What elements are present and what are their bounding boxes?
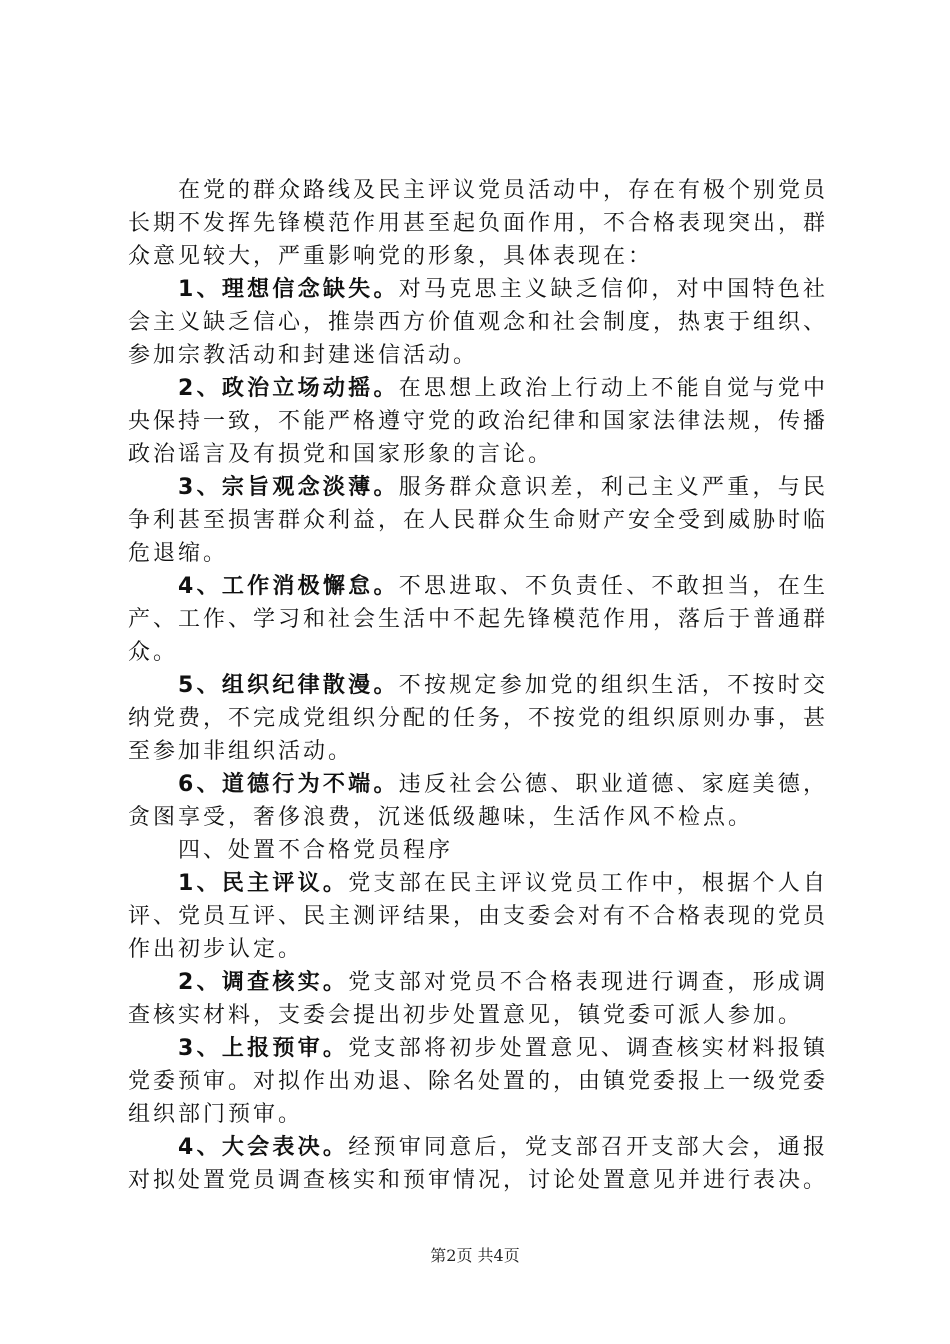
paragraph-text: 违反社会公德、职业道德、家庭美德，贪图享受，奢侈浪费，沉迷低级趣味，生活作风不检点。 — [128, 772, 828, 830]
item-heading: 6、道德行为不端。 — [178, 772, 399, 797]
section-heading-text: 四、处置不合格党员程序 — [178, 838, 454, 863]
item-purpose-paragraph — [128, 471, 828, 570]
paragraph-text: 对马克思主义缺乏信仰，对中国特色社会主义缺乏信心，推崇西方价值观念和社会制度，热衷于组织、参加宗教活动和封建迷信活动。 — [128, 277, 829, 368]
document-body — [128, 174, 828, 1197]
item-heading: 2、政治立场动摇。 — [178, 376, 399, 401]
step-heading: 4、大会表决。 — [178, 1135, 349, 1160]
item-work-attitude-paragraph — [128, 570, 828, 669]
paragraph-text: 在思想上政治上行动上不能自觉与党中央保持一致，不能严格遵守党的政治纪律和国家法律法规，传播政治谣言及有损党和国家形象的言论。 — [128, 376, 829, 467]
paragraph-text: 在党的群众路线及民主评议党员活动中，存在有极个别党员长期不发挥先锋模范作用甚至起负面作用，不合格表现突出，群众意见较大，严重影响党的形象，具体表现在： — [128, 178, 829, 269]
item-ideals-paragraph — [128, 273, 828, 372]
paragraph-text: 服务群众意识差，利己主义严重，与民争利甚至损害群众利益，在人民群众生命财产安全受到威胁时临危退缩。 — [128, 475, 829, 566]
step-investigation-paragraph — [128, 966, 828, 1032]
step-pre-review-paragraph — [128, 1032, 828, 1131]
paragraph-text: 党支部将初步处置意见、调查核实材料报镇党委预审。对拟作出劝退、除名处置的，由镇党委报上一级党委组织部门预审。 — [128, 1036, 829, 1127]
item-political-stance-paragraph — [128, 372, 828, 471]
item-heading: 1、理想信念缺失。 — [178, 277, 399, 302]
step-democratic-review-paragraph — [128, 867, 828, 966]
item-heading: 3、宗旨观念淡薄。 — [178, 475, 399, 500]
item-morality-paragraph — [128, 768, 828, 834]
paragraph-text: 经预审同意后，党支部召开支部大会，通报对拟处置党员调查核实和预审情况，讨论处置意见并进行表决。 — [128, 1135, 829, 1193]
intro-paragraph — [128, 174, 828, 273]
paragraph-text: 党支部对党员不合格表现进行调查，形成调查核实材料，支委会提出初步处置意见，镇党委可派人参加。 — [128, 970, 828, 1028]
item-heading: 5、组织纪律散漫。 — [178, 673, 399, 698]
item-heading: 4、工作消极懈怠。 — [178, 574, 399, 599]
step-vote-paragraph — [128, 1131, 828, 1197]
paragraph-text: 党支部在民主评议党员工作中，根据个人自评、党员互评、民主测评结果，由支委会对有不合格表现的党员作出初步认定。 — [128, 871, 829, 962]
paragraph-text: 不思进取、不负责任、不敢担当，在生产、工作、学习和社会生活中不起先锋模范作用，落后于普通群众。 — [128, 574, 829, 665]
paragraph-text: 不按规定参加党的组织生活，不按时交纳党费，不完成党组织分配的任务，不按党的组织原则办事，甚至参加非组织活动。 — [128, 673, 829, 764]
page-number-footer: 第2页 共4页 — [430, 1246, 520, 1265]
step-heading: 3、上报预审。 — [178, 1036, 349, 1061]
step-heading: 1、民主评议。 — [178, 871, 349, 896]
section-heading — [128, 834, 828, 867]
item-discipline-paragraph — [128, 669, 828, 768]
step-heading: 2、调查核实。 — [178, 970, 349, 995]
